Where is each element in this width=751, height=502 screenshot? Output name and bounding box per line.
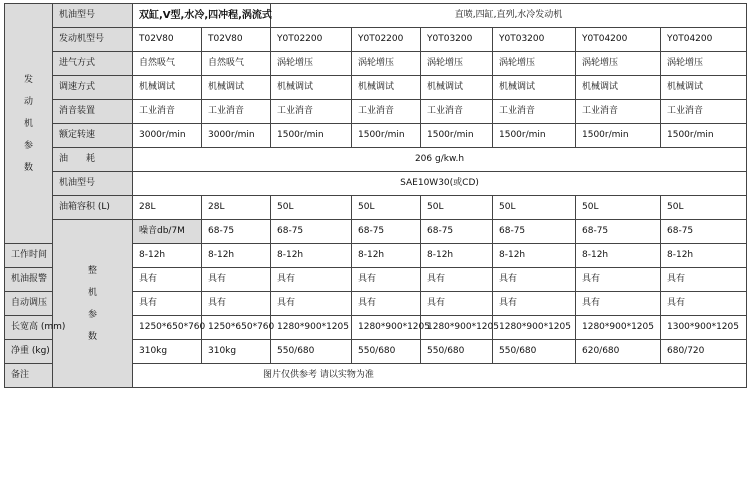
spec-row [5, 28, 747, 52]
spec-value-cell: 50L [352, 196, 421, 220]
header-twin-cylinder: 双缸,V型,水冷,四冲程,涡流式 [133, 4, 271, 28]
spec-value-cell: 8-12h [271, 244, 352, 268]
spec-row [5, 124, 747, 148]
machine-params-group-char: 参 [87, 309, 97, 320]
spec-value-cell: 具有 [661, 268, 747, 292]
spec-value-cell: 8-12h [352, 244, 421, 268]
spec-value-cell: 620/680 [576, 340, 661, 364]
spec-value-cell: 50L [493, 196, 576, 220]
spec-value-cell: 68-75 [576, 220, 661, 244]
row-label: 机油型号 [53, 4, 133, 28]
spec-value-cell: 550/680 [352, 340, 421, 364]
machine-params-group-char: 整 [87, 265, 97, 276]
header-four-cylinder: 直喷,四缸,直列,水冷发动机 [271, 4, 747, 28]
spec-value-cell: 3000r/min [202, 124, 271, 148]
spec-value-cell: 工业消音 [493, 100, 576, 124]
spec-value-cell: 具有 [202, 268, 271, 292]
spec-value-cell: 机械调试 [133, 76, 202, 100]
spec-value-cell: Y0T04200 [661, 28, 747, 52]
spec-value-cell: 具有 [271, 292, 352, 316]
spec-value-cell: 50L [271, 196, 352, 220]
spec-row [5, 76, 747, 100]
spec-value-cell: Y0T02200 [271, 28, 352, 52]
machine-params-group-char: 数 [87, 331, 97, 342]
spec-value-cell: 1250*650*760 [202, 316, 271, 340]
spec-value-cell: 1500r/min [271, 124, 352, 148]
machine-params-group-char: 机 [87, 287, 97, 298]
row-label: 额定转速 [53, 124, 133, 148]
spec-value-cell: 1300*900*1205 [661, 316, 747, 340]
spec-value-cell: 具有 [421, 292, 493, 316]
engine-params-group-char: 参 [23, 140, 33, 151]
spec-value-cell: 涡轮增压 [271, 52, 352, 76]
row-label: 长宽高 (mm) [5, 316, 53, 340]
spec-row [5, 220, 747, 244]
spec-value-cell: 50L [421, 196, 493, 220]
engine-params-group [5, 4, 53, 244]
spec-value-cell: 8-12h [133, 244, 202, 268]
spec-value-cell: 50L [576, 196, 661, 220]
spec-value-cell: 具有 [421, 268, 493, 292]
spec-value-cell: 68-75 [421, 220, 493, 244]
spec-value-cell: 8-12h [493, 244, 576, 268]
row-label: 备注 [5, 364, 53, 388]
spec-value-cell: 680/720 [661, 340, 747, 364]
spec-value-cell: 具有 [352, 268, 421, 292]
row-label: 进气方式 [53, 52, 133, 76]
spec-row [5, 4, 747, 28]
spec-value-cell: Y0T03200 [421, 28, 493, 52]
spec-value-cell: 8-12h [421, 244, 493, 268]
spec-value-cell: 涡轮增压 [576, 52, 661, 76]
row-label: 噪音db/7M [133, 220, 202, 244]
spec-value-cell: 具有 [133, 292, 202, 316]
spec-value-cell: 68-75 [352, 220, 421, 244]
row-label: 调速方式 [53, 76, 133, 100]
spec-value-cell: 工业消音 [133, 100, 202, 124]
spec-value-cell: 1280*900*1205 [576, 316, 661, 340]
spec-row [5, 148, 747, 172]
spec-value-cell: 涡轮增压 [493, 52, 576, 76]
spec-value-cell: Y0T04200 [576, 28, 661, 52]
spec-value-cell: 68-75 [493, 220, 576, 244]
spec-value-cell: 具有 [202, 292, 271, 316]
spec-value-cell: 工业消音 [421, 100, 493, 124]
spec-value-cell: 1280*900*1205 [421, 316, 493, 340]
row-label: 自动调压 [5, 292, 53, 316]
spec-value-cell: 机械调试 [576, 76, 661, 100]
spec-value-cell: 1500r/min [493, 124, 576, 148]
spec-value-cell: 具有 [576, 268, 661, 292]
engine-params-group-char: 动 [23, 96, 33, 107]
spec-value-cell: 550/680 [493, 340, 576, 364]
spec-value-cell: 28L [133, 196, 202, 220]
spec-value-cell: 8-12h [661, 244, 747, 268]
row-label: 发动机型号 [53, 28, 133, 52]
spec-value-cell: 310kg [133, 340, 202, 364]
oil-type-value: SAE10W30(或CD) [133, 172, 747, 196]
row-label: 油 耗 [53, 148, 133, 172]
spec-value-cell: 自然吸气 [133, 52, 202, 76]
row-label: 机油型号 [53, 172, 133, 196]
spec-value-cell: 工业消音 [576, 100, 661, 124]
spec-value-cell: 具有 [576, 292, 661, 316]
spec-value-cell: 机械调试 [271, 76, 352, 100]
engine-params-group-char: 数 [23, 162, 33, 173]
spec-row [5, 100, 747, 124]
spec-value-cell: 具有 [133, 268, 202, 292]
spec-value-cell: 68-75 [271, 220, 352, 244]
spec-value-cell: 机械调试 [421, 76, 493, 100]
spec-value-cell: 1500r/min [352, 124, 421, 148]
spec-value-cell: 550/680 [421, 340, 493, 364]
engine-params-group-char: 机 [23, 118, 33, 129]
spec-value-cell: 涡轮增压 [421, 52, 493, 76]
spec-value-cell: 310kg [202, 340, 271, 364]
spec-value-cell: Y0T03200 [493, 28, 576, 52]
spec-value-cell: 1280*900*1205 [271, 316, 352, 340]
row-label: 机油报警 [5, 268, 53, 292]
spec-value-cell: 1500r/min [421, 124, 493, 148]
row-label: 工作时间 [5, 244, 53, 268]
spec-value-cell: 工业消音 [352, 100, 421, 124]
spec-value-cell: 具有 [271, 268, 352, 292]
spec-value-cell: 工业消音 [661, 100, 747, 124]
spec-table [4, 3, 747, 388]
remark-value: 图片仅供参考 请以实物为准 [133, 364, 747, 388]
spec-value-cell: 50L [661, 196, 747, 220]
spec-value-cell: 机械调试 [202, 76, 271, 100]
spec-value-cell: T02V80 [133, 28, 202, 52]
spec-value-cell: 550/680 [271, 340, 352, 364]
spec-value-cell: 1280*900*1205 [493, 316, 576, 340]
spec-value-cell: 1500r/min [661, 124, 747, 148]
spec-value-cell: 工业消音 [202, 100, 271, 124]
spec-value-cell: 68-75 [202, 220, 271, 244]
spec-row [5, 52, 747, 76]
spec-value-cell: 具有 [493, 268, 576, 292]
spec-value-cell: T02V80 [202, 28, 271, 52]
spec-value-cell: 1250*650*760 [133, 316, 202, 340]
spec-value-cell: Y0T02200 [352, 28, 421, 52]
spec-row [5, 196, 747, 220]
spec-value-cell: 涡轮增压 [661, 52, 747, 76]
spec-value-cell: 28L [202, 196, 271, 220]
spec-value-cell: 3000r/min [133, 124, 202, 148]
spec-row [5, 172, 747, 196]
engine-params-group-char: 发 [23, 74, 33, 85]
spec-value-cell: 机械调试 [661, 76, 747, 100]
spec-value-cell: 8-12h [202, 244, 271, 268]
spec-value-cell: 68-75 [661, 220, 747, 244]
spec-value-cell: 8-12h [576, 244, 661, 268]
spec-value-cell: 具有 [493, 292, 576, 316]
spec-value-cell: 工业消音 [271, 100, 352, 124]
spec-value-cell: 1500r/min [576, 124, 661, 148]
row-label: 消音装置 [53, 100, 133, 124]
machine-params-group [53, 220, 133, 388]
row-label: 油箱容积 (L) [53, 196, 133, 220]
spec-value-cell: 具有 [661, 292, 747, 316]
spec-value-cell: 机械调试 [493, 76, 576, 100]
spec-value-cell: 自然吸气 [202, 52, 271, 76]
spec-value-cell: 1280*900*1205 [352, 316, 421, 340]
fuel-consumption-value: 206 g/kw.h [133, 148, 747, 172]
row-label: 净重 (kg) [5, 340, 53, 364]
spec-value-cell: 涡轮增压 [352, 52, 421, 76]
spec-value-cell: 机械调试 [352, 76, 421, 100]
spec-value-cell: 具有 [352, 292, 421, 316]
